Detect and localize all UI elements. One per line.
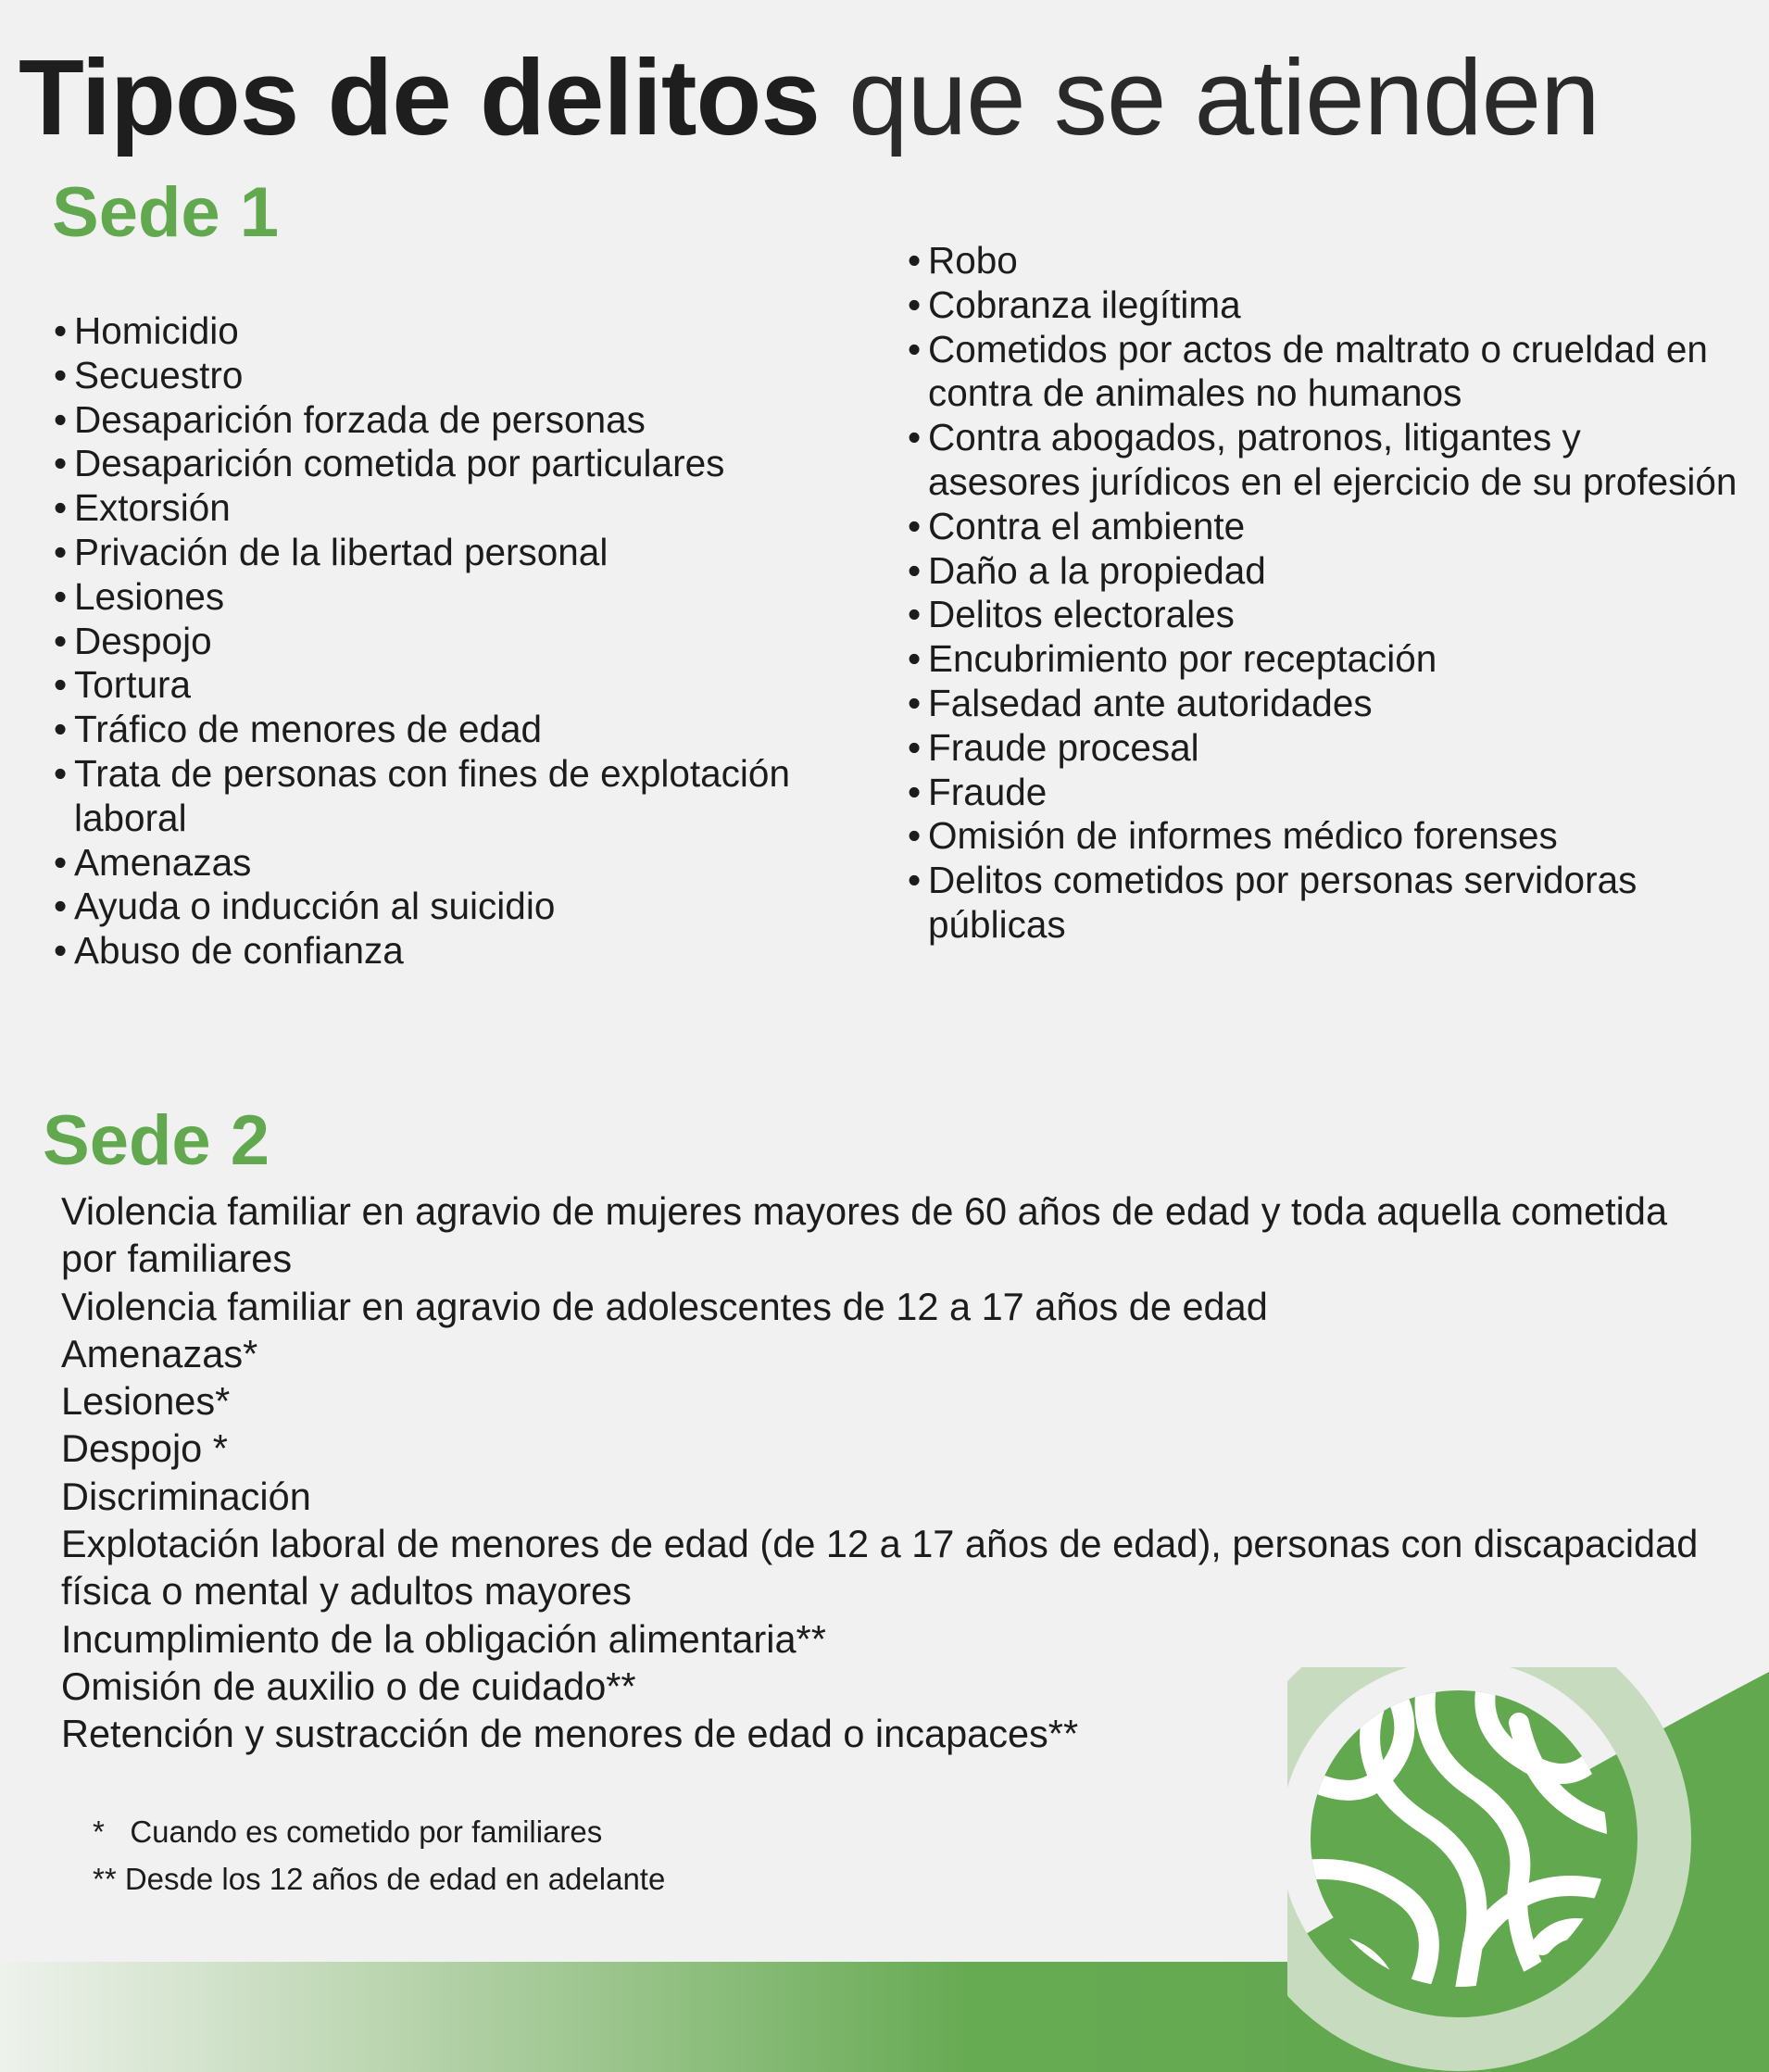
sede-1-list-item: • Desaparición cometida por particulares [54,442,869,486]
sede-1-list-item: • Abuso de confianza [54,929,869,973]
sede-1-list-item: • Delitos electorales [908,593,1741,637]
sede-1-list-item: • Privación de la libertad personal [54,531,869,575]
sede-1-list-item: • Daño a la propiedad [908,549,1741,594]
title-bold: Tipos de delitos [19,37,820,157]
sede-1-list-item: • Lesiones [54,575,869,620]
sede-1-list-item: • Ayuda o inducción al suicidio [54,885,869,929]
sede-1-list-item: • Cometidos por actos de maltrato o crueldad en contra de animales no humanos [908,328,1741,417]
footnote-double-asterisk: ** Desde los 12 años de edad en adelante [93,1862,666,1896]
sede-1-list-item: • Secuestro [54,354,869,398]
sede-1-list-item: • Falsedad ante autoridades [908,682,1741,726]
sede-1-list-item: • Fraude [908,771,1741,815]
sede-1-list-item: • Homicidio [54,309,869,354]
sede-1-list-item: • Extorsión [54,486,869,531]
sede-2-list-item: Despojo * [61,1426,228,1471]
sede-2-heading: Sede 2 [43,1101,270,1180]
sede-2-list-item: Violencia familiar en agravio de adolescentes de 12 a 17 años de edad [61,1284,1268,1328]
sede-1-list-item: • Tráfico de menores de edad [54,708,869,752]
sede-1-list-item: • Cobranza ilegítima [908,283,1741,328]
sede-1-list-item: • Tortura [54,663,869,708]
sede-2-list-item: Discriminación [61,1474,311,1518]
footnotes [93,1808,665,1902]
title-light: que se atienden [819,37,1600,157]
sede-1-list-item: • Contra abogados, patronos, litigantes y asesores jurídicos en el ejercicio de su profesión [908,416,1741,505]
sede-1-list-item: • Fraude procesal [908,726,1741,771]
sede-1-right-list [908,239,1741,948]
sede-1-list-item: • Delitos cometidos por personas servidoras públicas [908,859,1741,948]
sede-1-list-item: • Despojo [54,620,869,664]
sede-1-list-item: • Amenazas [54,841,869,885]
sede-1-list-item: • Robo [908,239,1741,283]
decorative-logo-icon [1287,1667,1769,2072]
sede-1-list-item: • Contra el ambiente [908,505,1741,549]
sede-1-list-item: • Desaparición forzada de personas [54,398,869,443]
sede-1-list-item: • Omisión de informes médico forenses [908,814,1741,859]
sede-1-left-list [54,309,869,973]
sede-1-list-item: • Trata de personas con fines de explotación laboral [54,752,869,841]
sede-1-list-item: • Encubrimiento por receptación [908,637,1741,682]
page-title [19,37,1600,157]
sede-1-heading: Sede 1 [52,173,280,252]
footnote-single-asterisk: * Cuando es cometido por familiares [93,1815,603,1849]
sede-2-list-item: Lesiones* [61,1379,231,1424]
sede-2-list-item: Retención y sustracción de menores de edad o incapaces** [61,1712,1079,1756]
sede-2-list-item: Amenazas* [61,1331,258,1375]
sede-2-list-item: Violencia familiar en agravio de mujeres mayores de 60 años de edad y toda aquella cometida por familiares [61,1189,1668,1281]
sede-2-list-item: Explotación laboral de menores de edad (de 12 a 17 años de edad), personas con discapacidad física o mental y adultos mayores [61,1522,1699,1614]
sede-2-list-item: Omisión de auxilio o de cuidado** [61,1664,636,1708]
sede-2-list-item: Incumplimiento de la obligación alimentaria** [61,1616,826,1661]
